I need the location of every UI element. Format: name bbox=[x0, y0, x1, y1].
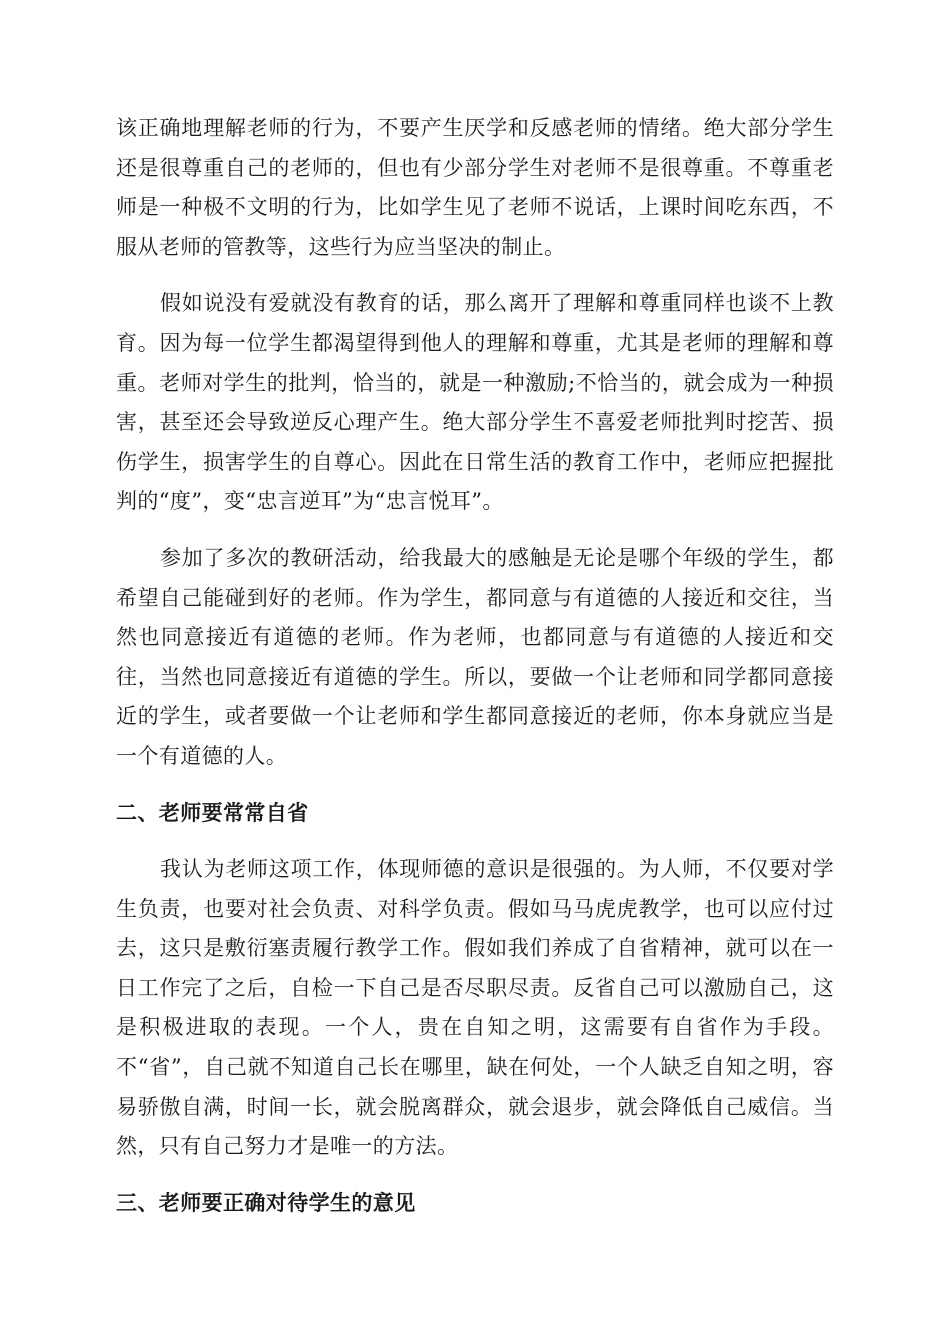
section-heading-student-opinions: 三、老师要正确对待学生的意见 bbox=[116, 1190, 416, 1215]
paragraph-respect-teachers: 该正确地理解老师的行为，不要产生厌学和反感老师的情绪。绝大部分学生还是很尊重自己的老师的，但也有少部分学生对老师不是很尊重。不尊重老师是一种极不文明的行为，比如学生见了老师不说话，上课时间吃东西，不服从老师的管教等，这些行为应当坚决的制止。 bbox=[116, 116, 834, 259]
paragraph-self-reflection: 我认为老师这项工作，体现师德的意识是很强的。为人师，不仅要对学生负责，也要对社会负责、对科学负责。假如马马虎虎教学，也可以应付过去，这只是敷衍塞责履行教学工作。假如我们养成了自省精神，就可以在一日工作完了之后，自检一下自己是否尽职尽责。反省自己可以激励自己，这是积极进取的表现。一个人，贵在自知之明，这需要有自省作为手段。不“省”，自己就不知道自己长在哪里，缺在何处，一个人缺乏自知之明，容易骄傲自满，时间一长，就会脱离群众，就会退步，就会降低自己威信。当然，只有自己努力才是唯一的方法。 bbox=[116, 857, 834, 1159]
paragraph-understanding-respect: 假如说没有爱就没有教育的话，那么离开了理解和尊重同样也谈不上教育。因为每一位学生都渴望得到他人的理解和尊重，尤其是老师的理解和尊重。老师对学生的批判，恰当的，就是一种激励;不恰当的，就会成为一种损害，甚至还会导致逆反心理产生。绝大部分学生不喜爱老师批判时挖苦、损伤学生，损害学生的自尊心。因此在日常生活的教育工作中，老师应把握批判的“度”，变“忠言逆耳”为“忠言悦耳”。 bbox=[116, 291, 834, 514]
document-body bbox=[116, 109, 834, 1240]
section-heading-self-reflection: 二、老师要常常自省 bbox=[116, 800, 309, 825]
paragraph-teaching-research: 参加了多次的教研活动，给我最大的感触是无论是哪个年级的学生，都希望自己能碰到好的老师。作为学生，都同意与有道德的人接近和交往，当然也同意接近有道德的老师。作为老师，也都同意与有道德的人接近和交往，当然也同意接近有道德的学生。所以，要做一个让老师和同学都同意接近的学生，或者要做一个让老师和学生都同意接近的老师，你本身就应当是一个有道德的人。 bbox=[116, 545, 834, 768]
